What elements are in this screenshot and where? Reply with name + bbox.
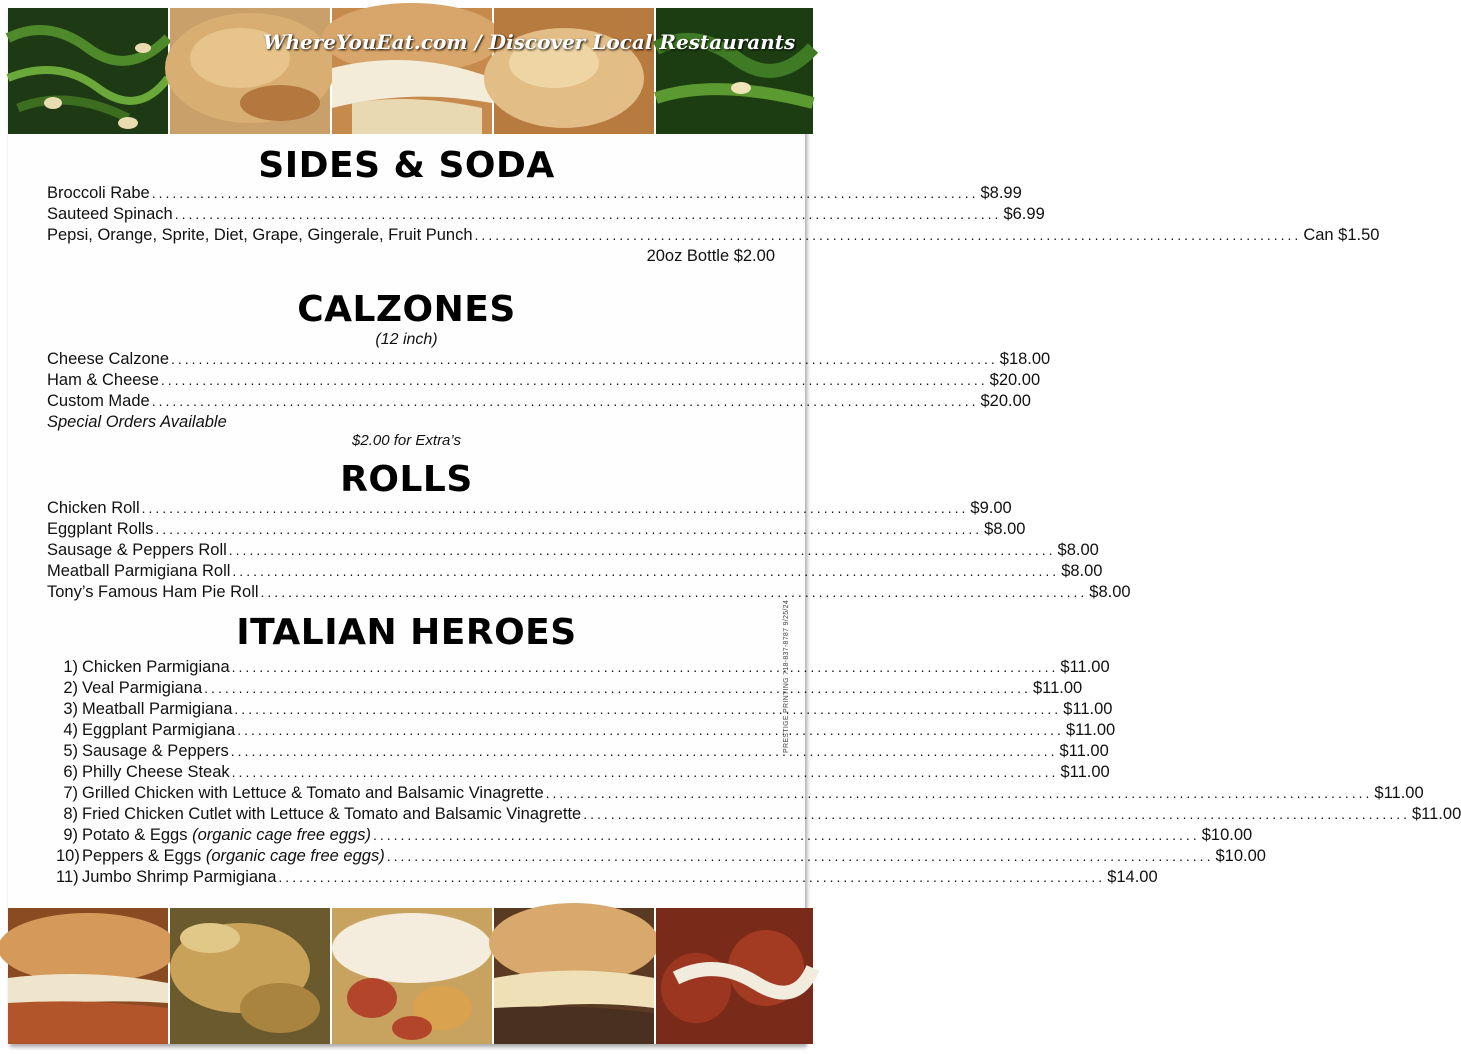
top-photo-strip xyxy=(8,8,805,134)
meatball-photo xyxy=(656,908,813,1044)
menu-item: Sauteed Spinach ........................................................................................................................ $6.99 xyxy=(47,205,1045,223)
menu-item: Custom Made ........................................................................................................................ $20.00 xyxy=(47,392,1031,410)
special-orders-note: Special Orders Available xyxy=(47,413,227,431)
menu-item: 5) Sausage & Peppers ........................................................................................................................ $11.00 xyxy=(63,742,1109,760)
menu-item: Cheese Calzone ........................................................................................................................ $18.00 xyxy=(47,350,1051,368)
printer-credit: PRESTIGE PRINTING 718-837-8787 9/25/24 xyxy=(783,599,790,753)
rolls-heading: ROLLS xyxy=(340,459,473,500)
menu-item: Broccoli Rabe ........................................................................................................................ $8.99 xyxy=(47,184,1022,202)
spinach-photo xyxy=(656,8,815,134)
menu-item: Meatball Parmigiana Roll ........................................................................................................................ $8.00 xyxy=(47,562,1103,580)
menu-page xyxy=(8,8,1461,1044)
menu-item: Eggplant Rolls ........................................................................................................................ $8.00 xyxy=(47,520,1026,538)
menu-item: 8) Fried Chicken Cutlet with Lettuce & Tomato and Balsamic Vinagrette ........................................................................................................................ $11.00 xyxy=(63,805,1461,823)
hero-sandwich-photo xyxy=(8,908,170,1044)
menu-item: Chicken Roll ........................................................................................................................ $9.00 xyxy=(47,499,1012,517)
menu-item: 4) Eggplant Parmigiana ........................................................................................................................ $11.00 xyxy=(63,721,1116,739)
bottom-photo-strip xyxy=(8,908,805,1044)
menu-item: 9) Potato & Eggs (organic cage free eggs) ........................................................................................................................ $10.00 xyxy=(63,826,1253,844)
parmigiana-photo xyxy=(332,908,494,1044)
heroes-heading: ITALIAN HEROES xyxy=(236,612,577,653)
chicken-cutlet-photo xyxy=(170,908,332,1044)
menu-item: 3) Meatball Parmigiana ........................................................................................................................ $11.00 xyxy=(63,700,1113,718)
menu-item: 10) Peppers & Eggs (organic cage free eggs) ........................................................................................................................ $10.00 xyxy=(56,847,1266,865)
menu-item: Pepsi, Orange, Sprite, Diet, Grape, Gingerale, Fruit Punch ........................................................................................................................ Can $1.50 xyxy=(47,226,1380,244)
calzone-cheese-photo xyxy=(332,8,494,134)
menu-item: Sausage & Peppers Roll ........................................................................................................................ $8.00 xyxy=(47,541,1099,559)
calzone-bread-photo xyxy=(494,8,656,134)
calzone-photo xyxy=(170,8,332,134)
soda-bottle-price: 20oz Bottle $2.00 xyxy=(646,247,775,265)
menu-item: 6) Philly Cheese Steak ........................................................................................................................ $11.00 xyxy=(63,763,1110,781)
calzone-size-note: (12 inch) xyxy=(375,331,438,348)
menu-item: Ham & Cheese ........................................................................................................................ $20.00 xyxy=(47,371,1041,389)
broccoli-rabe-photo xyxy=(8,8,170,134)
menu-item: 1) Chicken Parmigiana ........................................................................................................................ $11.00 xyxy=(63,658,1110,676)
menu-item: Tony’s Famous Ham Pie Roll ........................................................................................................................ $8.00 xyxy=(47,583,1131,601)
menu-item: 11) Jumbo Shrimp Parmigiana ........................................................................................................................ $14.00 xyxy=(56,868,1158,886)
website-banner: WhereYouEat.com / Discover Local Restaurants xyxy=(263,30,796,54)
sides-heading: SIDES & SODA xyxy=(258,145,555,186)
menu-item: 7) Grilled Chicken with Lettuce & Tomato and Balsamic Vinagrette ........................................................................................................................ $11.00 xyxy=(63,784,1424,802)
menu-item: 2) Veal Parmigiana ........................................................................................................................ $11.00 xyxy=(63,679,1083,697)
calzones-heading: CALZONES xyxy=(297,289,516,330)
extras-note: $2.00 for Extra’s xyxy=(352,432,461,449)
philly-steak-photo xyxy=(494,908,656,1044)
